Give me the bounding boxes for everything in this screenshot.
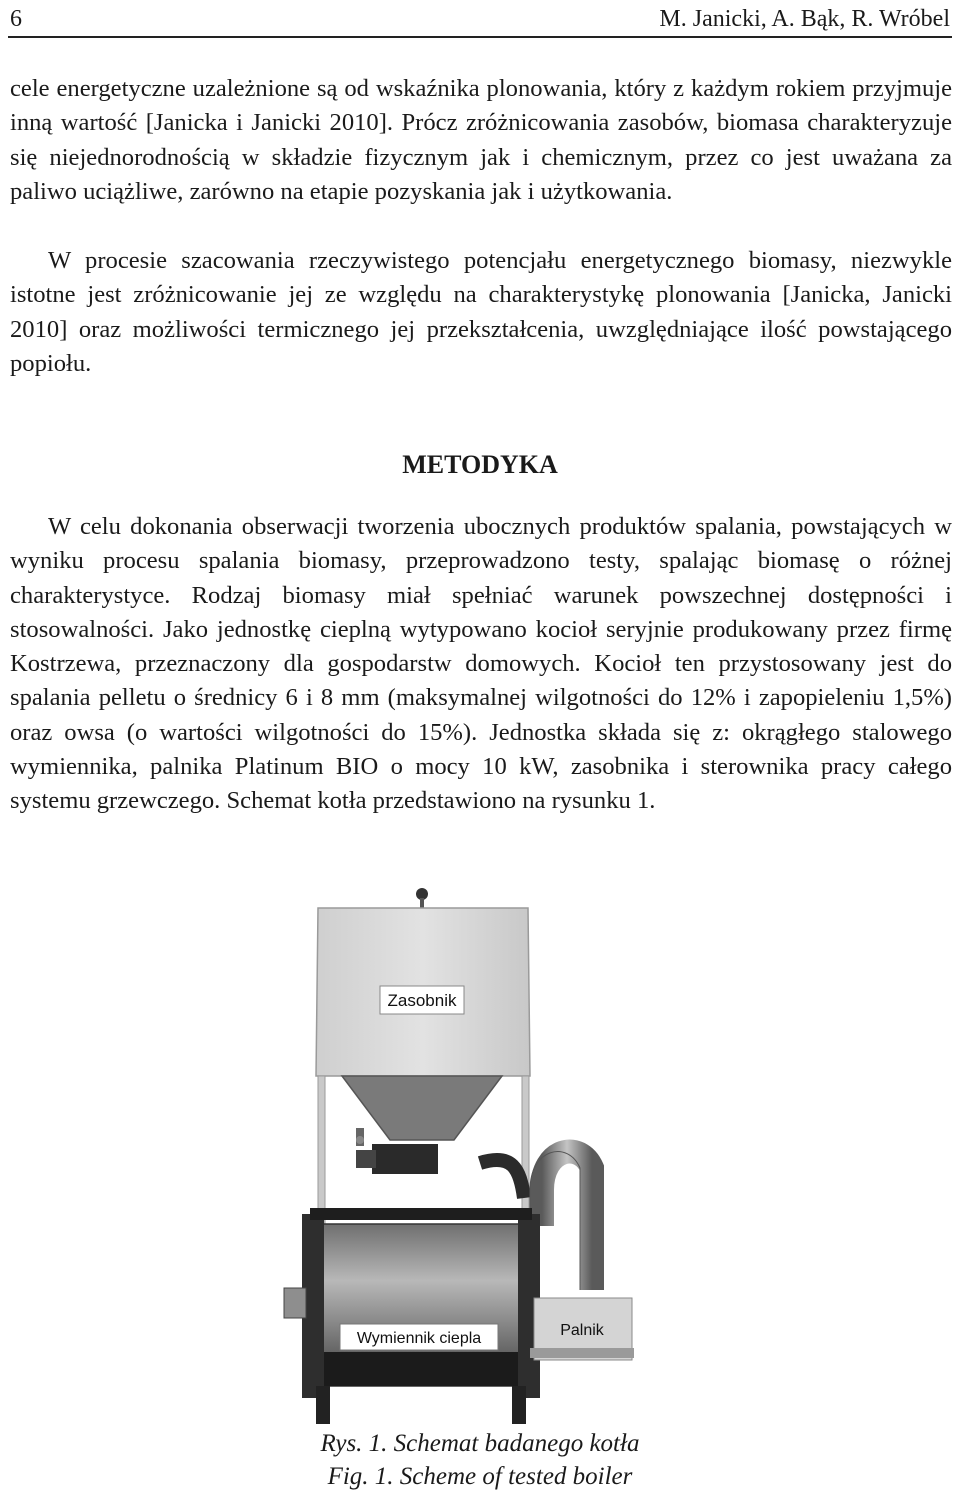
running-header (8, 2, 952, 38)
drum-top-flange (310, 1208, 532, 1220)
feeder-motor (372, 1144, 438, 1174)
paragraph-methodology: W celu dokonania obserwacji tworzenia ubocznych produktów spalania, powstających w wyniku procesu spalania biomasy, przeprowadzono testy, spalając biomasę o różnej charakterystyce. Rodzaj biomasy miał spełniać warunek powszechnej dostępności i stosowalności. Jako jednostkę cieplną wytypowano kocioł seryjnie produkowany przez firmę Kostrzewa, przeznaczony dla gospodarstw domowych. Kocioł ten przystosowany jest do spalania pelletu o średnicy 6 i 8 mm (maksymalnej wilgotności do 12% i zapopieleniu 1,5%) oraz owsa (o wartości wilgotności do 15%). Jednostka składa się z: okrągłego stalowego wymiennika, palnika Platinum BIO o mocy 10 kW, zasobnika i sterownika pracy całego systemu grzewczego. Schemat kotła przedstawiono na rysunku 1. (10, 513, 952, 815)
paragraph-biomass-potential: W procesie szacowania rzeczywistego potencjału energetycznego biomasy, niezwykle istotne jest zróżnicowanie jej ze względu na charakterystykę plonowania [Janicka, Janicki 2010] oraz możliwości termicznego jej przekształcenia, uwzględniające ilość powstającego popiołu. (10, 247, 952, 377)
figure-caption-pl: Rys. 1. Schemat badanego kotła (320, 1430, 640, 1457)
section-heading (0, 448, 960, 482)
boiler-figure (280, 878, 640, 1443)
section-heading-text: METODYKA (402, 450, 558, 479)
foot-left (316, 1386, 330, 1424)
paragraph-intro-continued: cele energetyczne uzależnione są od wskaźnika plonowania, który z każdym rokiem przyjmuje inną wartość [Janicka i Janicki 2010]. Prócz zróżnicowania zasobów, biomasa charakteryzuje się niejednorodnością w składzie fizycznym jak i chemicznym, przez co jest uważana za paliwo uciążliwe, zarówno na etapie pozyskania jak i użytkowania. (10, 75, 952, 205)
figure-caption-en: Fig. 1. Scheme of tested boiler (327, 1463, 633, 1490)
exchanger-label: Wymiennik ciepla (356, 1330, 482, 1347)
hopper-label: Zasobnik (387, 991, 457, 1010)
foot-right (512, 1386, 526, 1424)
page-number: 6 (10, 6, 22, 32)
hopper-funnel (342, 1076, 502, 1140)
boiler-schematic-drawing (280, 878, 640, 1443)
running-authors: M. Janicki, A. Bąk, R. Wróbel (659, 6, 950, 32)
drum-base-band (324, 1352, 518, 1386)
burner-label: Palnik (560, 1322, 604, 1339)
auger-connector (480, 1160, 524, 1198)
feed-pipe (542, 1152, 592, 1290)
